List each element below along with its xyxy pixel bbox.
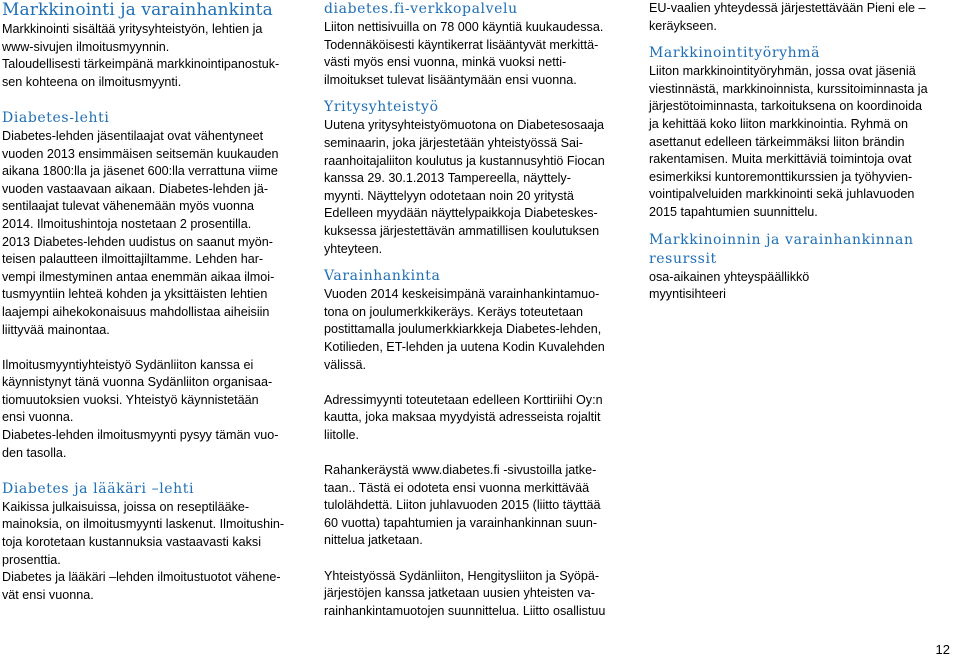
section-heading-varainhankinta: Varainhankinta <box>324 268 441 285</box>
section-heading-diabetes-lehti: Diabetes-lehti <box>2 109 110 126</box>
intro-paragraph: Markkinointi sisältää yritysyhteistyön, lehtien ja www-sivujen ilmoitusmyynnin. Taloudellisesti tärkeimpänä markkinointipanostuk- sen kohteena on ilmoitusmyynti. <box>2 22 280 89</box>
paragraph: Kaikissa julkaisuissa, joissa on reseptilääke- mainoksia, on ilmoitusmyynti laskenut. Ilmoitushin- toja korotetaan kustannuksia vastaavasti kaksi prosenttia. Diabetes ja lääkäri –lehden ilmoitustuotot vähene- vät ensi vuonna. <box>2 499 285 602</box>
section-heading-resurssit: Markkinoinnin ja varainhankinnan resurssit <box>649 231 914 267</box>
paragraph: Diabetes-lehden jäsentilaajat ovat vähentyneet vuoden 2013 ensimmäisen seitsemän kuukauden aikana 1800:lla ja jäsenet 600:lla verrattuna viime vuoden vastaavaan aikaan. Diabetes-lehden jä- sentilaajat tulevat vähenemään myös vuonna 2014. Ilmoitushintoja nostetaan 2 prosentilla. 2013 Diabetes-lehden uudistus on saanut myön- teisen palautteen ilmoittajiltamme. Lehden har- vempi ilmestyminen antaa enemmän aikaa ilmoi- tusmyyntiin lehteä kohden ja yksittäisten lehtien laajempi aihekokonaisuus mahdollistaa aiheisiin liittyvää mainontaa. <box>2 128 279 337</box>
paragraph: Ilmoitusmyyntiyhteistyö Sydänliiton kanssa ei käynnistynyt tänä vuonna Sydänliiton organisaa- tiomuutoksien vuoksi. Yhteistyö käynnistetään ensi vuonna. Diabetes-lehden ilmoitusmyynti pysyy tämän vuo- den tasolla. <box>2 357 279 460</box>
column-right <box>649 0 955 304</box>
paragraph: Uutena yritysyhteistyömuotona on Diabetesosaaja seminaarin, joka järjestetään yhteistyössä Sai- raanhoitajaliiton koulutus ja kustannusyhtiö Fiocan kanssa 29. 30.1.2013 Tampereella, näyttely- myynti. Näyttelyyn odotetaan noin 20 yritystä Edelleen myydään näyttelypaikkoja Diabeteskes- kuksessa järjestettävän ammatillisen koulutuksen yhteyteen. <box>324 118 605 256</box>
section-heading-diabetes-ja-laakari: Diabetes ja lääkäri –lehti <box>2 480 195 497</box>
page-number: 12 <box>935 642 950 657</box>
section-heading-yritysyhteistyo: Yritysyhteistyö <box>324 99 439 116</box>
column-middle <box>324 0 634 620</box>
section-heading-markkinointityoryhma: Markkinointityöryhmä <box>649 45 821 62</box>
paragraph: Liiton markkinointityöryhmän, jossa ovat jäseniä viestinnästä, markkinoinnista, kurssitoiminnasta ja järjestötoiminnasta, tarkoituksena on koordinoida ja kehittää koko liiton markkinointia. Ryhmä on asettanut edelleen tärkeimmäksi liiton brändin rakentamisen. Muita merkittäviä toimintoja ovat esimerkiksi kuntoremonttikurssien ja työhyvien- vointipalveluiden markkinointi sekä juhlavuoden 2015 tapahtumien suunnittelu. <box>649 64 928 219</box>
paragraph: Vuoden 2014 keskeisimpänä varainhankintamuo- tona on joulumerkkikeräys. Keräys toteutetaan postittamalla joulumerkkiarkkeja Diabetes-lehden, Kotilieden, ET-lehden ja uutena Kodin Kuvalehden välissä. <box>324 287 605 372</box>
paragraph: osa-aikainen yhteyspäällikkö myyntisihteeri <box>649 269 810 302</box>
page-title: Markkinointi ja varainhankinta <box>2 0 273 20</box>
paragraph: Adressimyynti toteutetaan edelleen Korttiriihi Oy:n kautta, joka maksaa myydyistä adresseista rojaltit liitolle. <box>324 392 603 442</box>
paragraph: Yhteistyössä Sydänliiton, Hengitysliiton ja Syöpä- järjestöjen kanssa jatketaan uusien yhteisten va- rainhankintamuotojen suunnittelua. Liitto osallistuu <box>324 568 606 618</box>
section-heading-verkkopalvelu: diabetes.fi-verkkopalvelu <box>324 1 518 17</box>
column-left <box>2 0 302 604</box>
paragraph: Rahankeräystä www.diabetes.fi -sivustoilla jatke- taan.. Tästä ei odoteta ensi vuonna merkittävää tulolähdettä. Liiton juhlavuoden 2015 (liitto täyttää 60 vuotta) tapahtumien ja varainhankinnan suun- nittelua jatketaan. <box>324 463 601 548</box>
paragraph: EU-vaalien yhteydessä järjestettävään Pieni ele – keräykseen. <box>649 1 926 33</box>
paragraph: Liiton nettisivuilla on 78 000 käyntiä kuukaudessa. Todennäköisesti käyntikerrat lisääntyvät merkittä- västi myös ensi vuonna, minkä vuoksi netti- ilmoitukset tulevat lisääntymään ensi vuonna. <box>324 20 604 87</box>
